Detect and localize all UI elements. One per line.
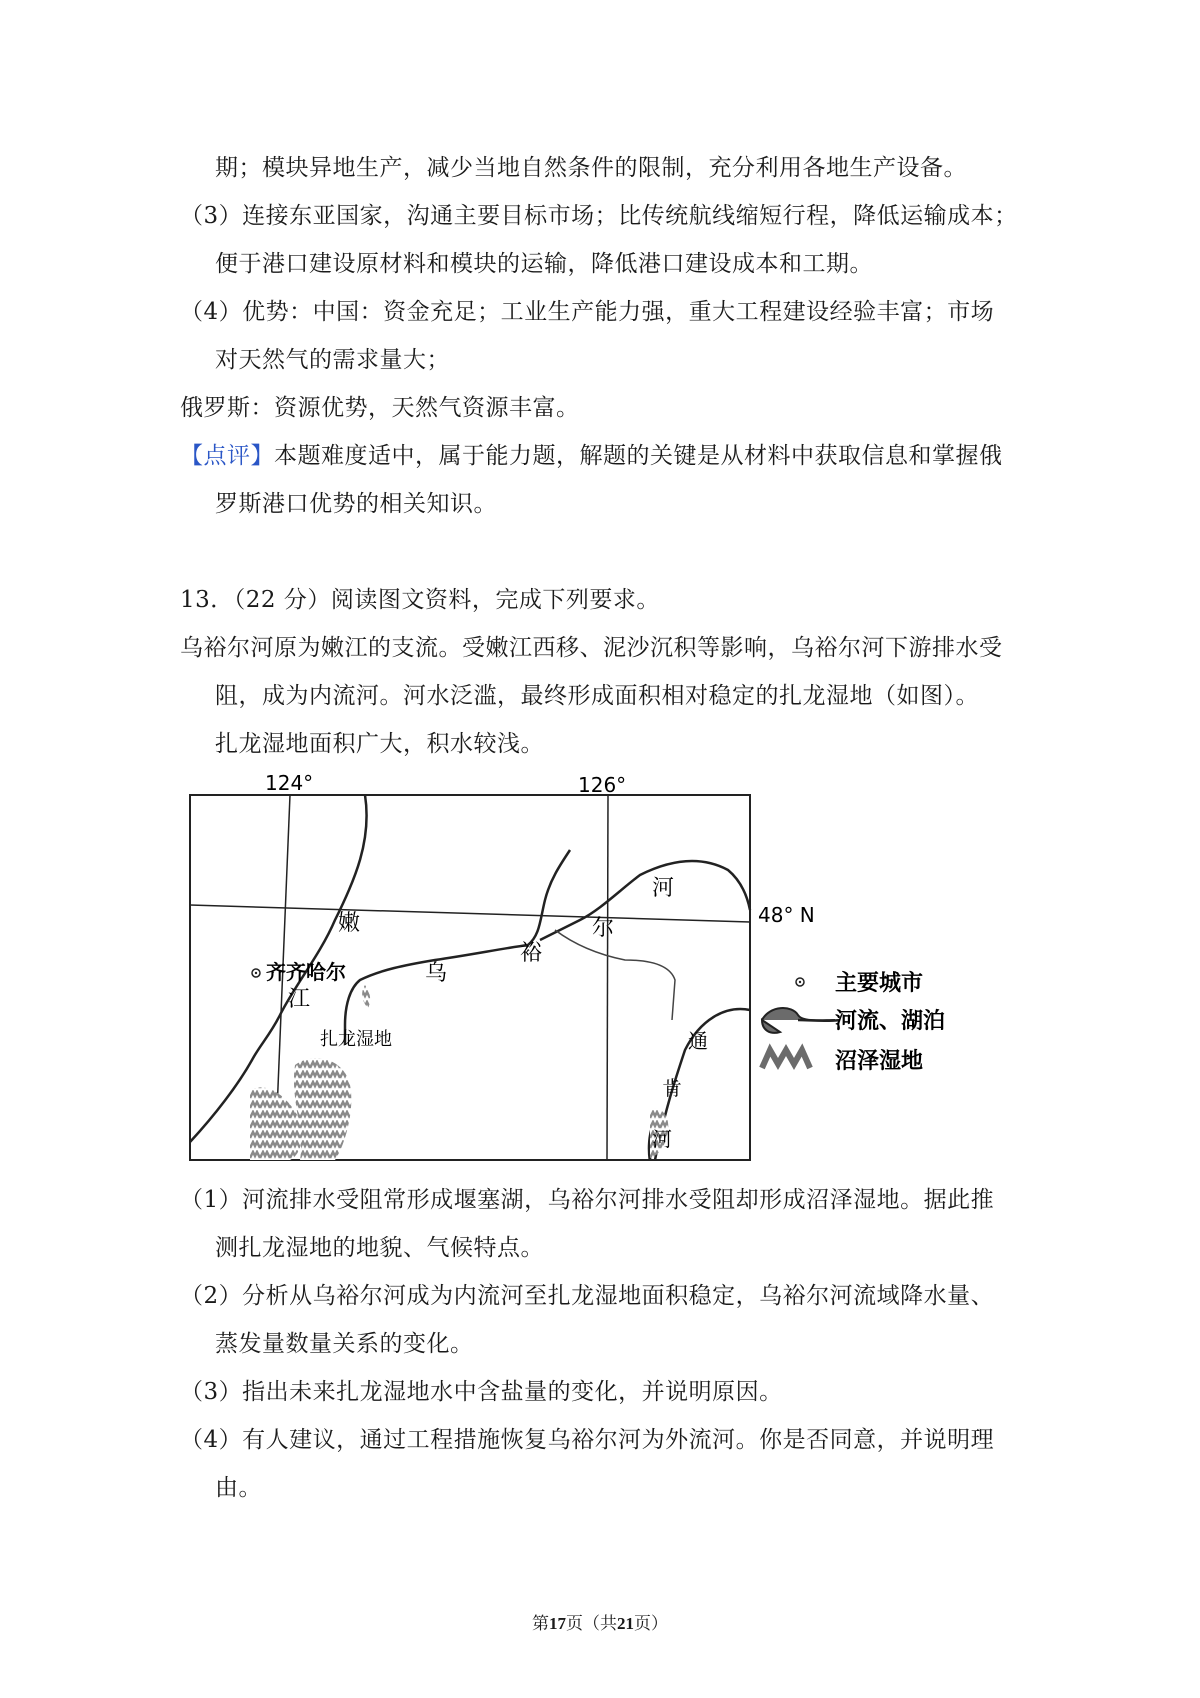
answer-line-1: 期；模块异地生产，减少当地自然条件的限制，充分利用各地生产设备。 (215, 155, 967, 181)
zhalong-wetland-map (180, 770, 1060, 1172)
comment-text: 本题难度适中，属于能力题，解题的关键是从材料中获取信息和掌握俄 (274, 443, 1003, 469)
meridian-126 (607, 795, 608, 1160)
label-jiang: 江 (288, 987, 311, 1012)
label-yu: 裕 (520, 941, 543, 966)
footer-prefix: 第 (532, 1614, 549, 1634)
legend-swamp-symbol (762, 1050, 810, 1068)
comment-tag: 【点评】 (180, 443, 274, 469)
wetland-label: 扎龙湿地 (320, 1029, 392, 1050)
page-footer (0, 1613, 1200, 1635)
footer-middle: 页（共 (566, 1614, 617, 1634)
material-line-1: 乌裕尔河原为嫩江的支流。受嫩江西移、泥沙沉积等影响，乌裕尔河下游排水受 (180, 635, 1003, 661)
question-13-header: 13．（22 分）阅读图文资料，完成下列要求。 (180, 587, 660, 613)
subquestion-1-line-1: （1）河流排水受阻常形成堰塞湖，乌裕尔河排水受阻却形成沼泽湿地。据此推 (180, 1187, 995, 1213)
label-wu: 乌 (425, 961, 448, 986)
swamp-patch (362, 985, 370, 1008)
label-he-2: 河 (652, 1127, 672, 1151)
legend-river-lake-label: 河流、湖泊 (835, 1009, 946, 1034)
answer-q4-line-1: （4）优势：中国：资金充足；工业生产能力强，重大工程建设经验丰富；市场 (180, 299, 995, 325)
label-er: 尔 (592, 916, 615, 941)
footer-total-pages: 21 (617, 1614, 634, 1633)
lon-label-124: 124° (265, 771, 314, 795)
parallel-48 (190, 905, 750, 922)
subquestion-2-line-1: （2）分析从乌裕尔河成为内流河至扎龙湿地面积稳定，乌裕尔河流域降水量、 (180, 1283, 995, 1309)
label-tong: 通 (688, 1029, 708, 1053)
legend-swamp-label: 沼泽湿地 (835, 1049, 924, 1074)
subquestion-4-line-2: 由。 (215, 1475, 262, 1501)
subquestion-2-line-2: 蒸发量数量关系的变化。 (215, 1331, 474, 1357)
lon-label-126: 126° (578, 773, 627, 797)
material-line-3: 扎龙湿地面积广大，积水较浅。 (215, 731, 544, 757)
legend-river-line (798, 1020, 840, 1021)
material-line-2: 阻，成为内流河。河水泛滥，最终形成面积相对稳定的扎龙湿地（如图）。 (215, 683, 979, 709)
legend-city-label: 主要城市 (835, 971, 924, 996)
footer-suffix: 页） (634, 1614, 668, 1634)
lat-label-48: 48° N (758, 903, 815, 927)
city-dot-center (255, 972, 257, 974)
legend-city-dot-center (799, 981, 801, 983)
subquestion-1-line-2: 测扎龙湿地的地貌、气候特点。 (215, 1235, 544, 1261)
answer-russia: 俄罗斯：资源优势，天然气资源丰富。 (180, 395, 580, 421)
answer-q4-line-2: 对天然气的需求量大； (215, 347, 450, 373)
city-label-qiqihar: 齐齐哈尔 (266, 960, 346, 984)
swamp-patch (294, 1058, 351, 1160)
label-he: 河 (652, 876, 675, 901)
wuyur-upper-branch (540, 861, 750, 940)
subquestion-4-line-1: （4）有人建议，通过工程措施恢复乌裕尔河为外流河。你是否同意，并说明理 (180, 1427, 995, 1453)
label-nen: 嫩 (338, 911, 361, 936)
subquestion-3: （3）指出未来扎龙湿地水中含盐量的变化，并说明原因。 (180, 1379, 783, 1405)
footer-page-number: 17 (549, 1614, 566, 1633)
label-ken: 肯 (662, 1076, 682, 1100)
answer-q3-line-2: 便于港口建设原材料和模块的运输，降低港口建设成本和工期。 (215, 251, 873, 277)
wuyur-tributary (555, 930, 675, 1020)
swamp-patch (250, 1087, 302, 1160)
comment-line-1 (180, 441, 1003, 471)
answer-q3-line-1: （3）连接东亚国家，沟通主要目标市场；比传统航线缩短行程，降低运输成本； (180, 203, 1018, 229)
comment-line-2: 罗斯港口优势的相关知识。 (215, 491, 497, 517)
